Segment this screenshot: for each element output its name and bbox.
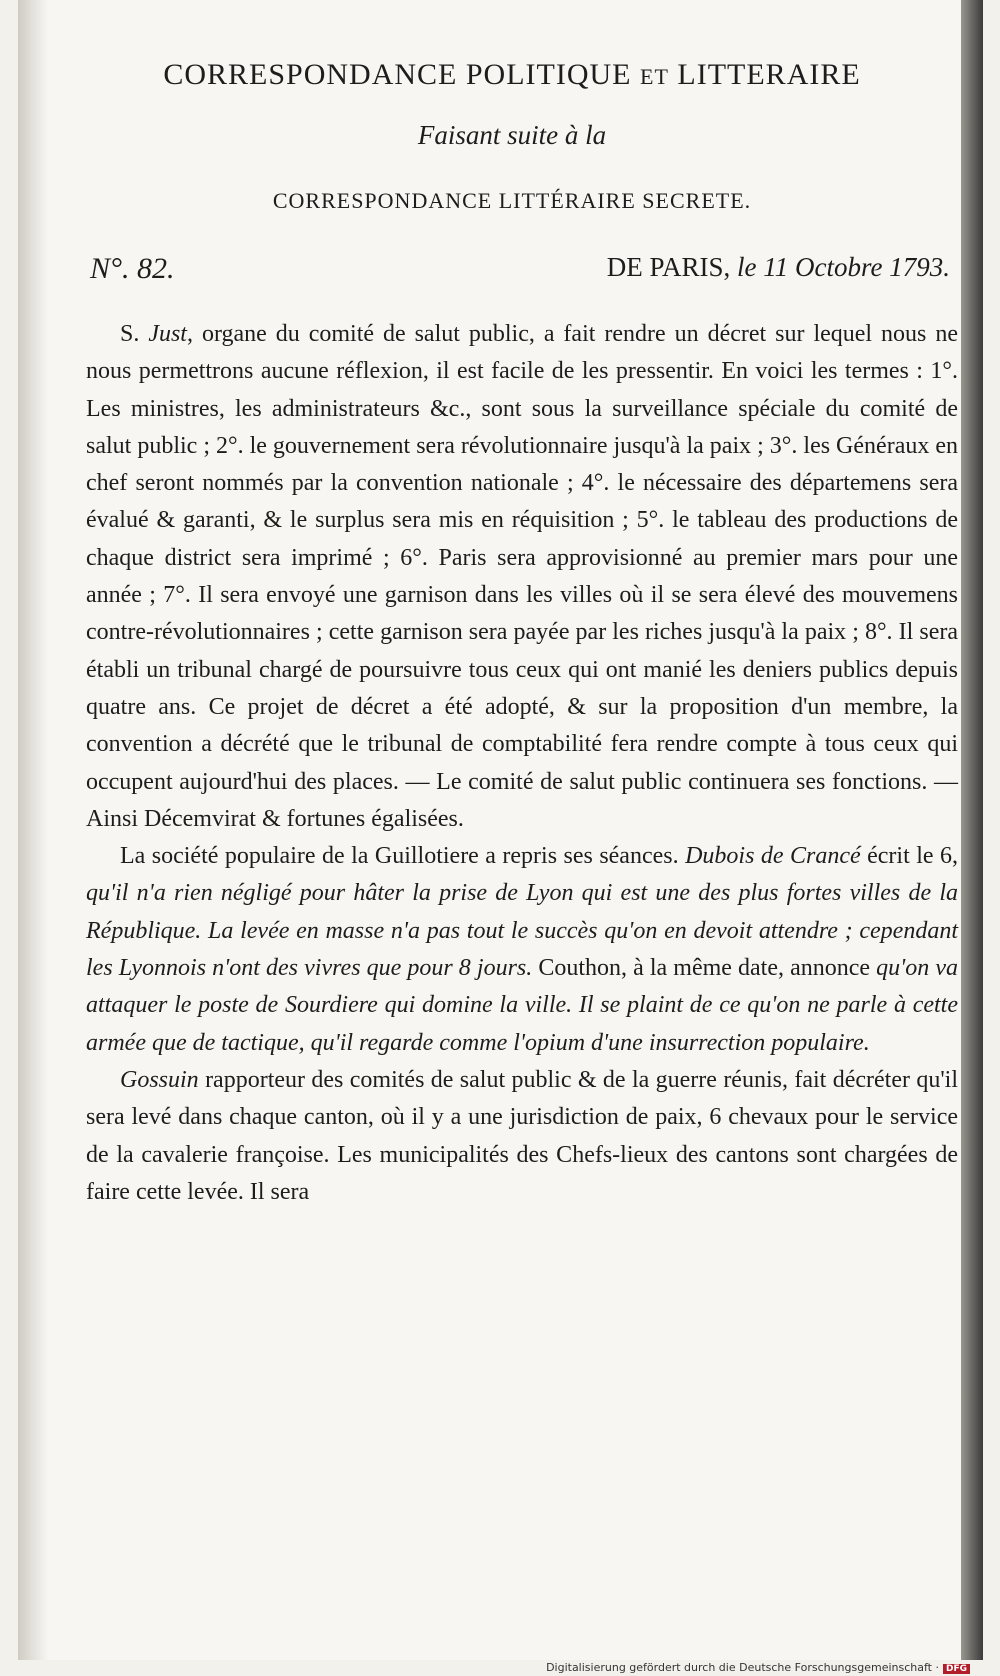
credit-text: Digitalisierung gefördert durch die Deutsche Forschungsgemeinschaft ·: [546, 1661, 939, 1674]
paragraph-1: [86, 316, 958, 838]
dateline-place-date: [607, 252, 950, 283]
dateline-date-prefix: le: [737, 252, 757, 282]
paragraph-3: [86, 1062, 958, 1211]
digitization-credit: [546, 1661, 970, 1674]
dateline: [90, 252, 950, 286]
paragraph-1-start: S.: [120, 321, 149, 347]
masthead-title: [62, 58, 962, 92]
paragraph-2-b: Dubois de Crancé: [685, 843, 861, 870]
masthead-title-b: LITTERAIRE: [677, 58, 861, 91]
paragraph-1-name: Just: [148, 321, 187, 347]
paragraph-2-f: qu'on va attaquer le poste de Sourdiere qui domine la ville. Il se plaint de ce qu'on ne parle à cette armée que de tactique, qu'il regarde comme l'opium d'une insurrection populaire.: [86, 955, 959, 1056]
article-body: [86, 316, 958, 1211]
paragraph-2-c: écrit le 6,: [860, 843, 959, 870]
dfg-logo: DFG: [943, 1664, 970, 1674]
scanned-page: [18, 0, 983, 1660]
paragraph-2-d: qu'il n'a rien négligé pour hâter la prise de Lyon qui est une des plus fortes villes de la République. La levée en masse n'a pas tout le succès qu'on en devoit attendre ; cependant les Lyonnois n'ont des vivres que pour 8 jours.: [86, 880, 958, 982]
masthead-title-a: CORRESPONDANCE POLITIQUE: [163, 58, 632, 91]
masthead-title-et: ET: [640, 64, 669, 89]
book-spine: [961, 0, 983, 1660]
masthead-secondary: CORRESPONDANCE LITTÉRAIRE SECRETE.: [272, 188, 752, 213]
dateline-place: DE PARIS,: [606, 252, 731, 282]
paragraph-3-a: Gossuin: [120, 1066, 199, 1093]
paragraph-3-b: rapporteur des comités de salut public & de la guerre réunis, fait décréter qu'il sera levé dans chaque canton, où il y a une jurisdiction de paix, 6 chevaux pour le service de la cavalerie françoise. Les municipalités des Chefs-lieux des cantons sont chargées de faire cette levée. Il sera: [86, 1066, 958, 1205]
paragraph-2-a: La société populaire de la Guillotiere a repris ses séances.: [120, 843, 686, 870]
paragraph-2-e: Couthon, à la même date, annonce: [532, 955, 877, 982]
masthead-subtitle: Faisant suite à la: [417, 120, 607, 150]
paragraph-2: [86, 838, 958, 1062]
paragraph-1-text: , organe du comité de salut public, a fait rendre un décret sur lequel nous ne nous permettrons aucune réflexion, il est facile de les pressentir. En voici les termes : 1°. Les ministres, les administrateurs &c., sont sous la surveillance spéciale du comité de salut public ; 2°. le gouvernement sera révolutionnaire jusqu'à la paix ; 3°. les Généraux en chef seront nommés par la convention nationale ; 4°. le nécessaire des départemens sera évalué & garanti, & le surplus sera mis en réquisition ; 5°. le tableau des productions de chaque district sera imprimé ; 6°. Paris sera approvisionné au premier mars pour une année ; 7°. Il sera envoyé une garnison dans les villes où il se sera élevé des mouvemens contre-révolutionnaires ; cette garnison sera payée par les riches jusqu'à la paix ; 8°. Il sera établi un tribunal chargé de poursuivre tous ceux qui ont manié les deniers publics depuis quatre ans. Ce projet de décret a été adopté, & sur la proposition d'un membre, la convention a décrété que le tribunal de comptabilité fera rendre compte à tous ceux qui occupent aujourd'hui des places. — Le comité de salut public continuera ses fonctions. — Ainsi Décemvirat & fortunes égalisées.: [86, 321, 958, 832]
issue-number: N°. 82.: [90, 252, 175, 285]
dateline-date: 11 Octobre 1793.: [763, 252, 950, 282]
